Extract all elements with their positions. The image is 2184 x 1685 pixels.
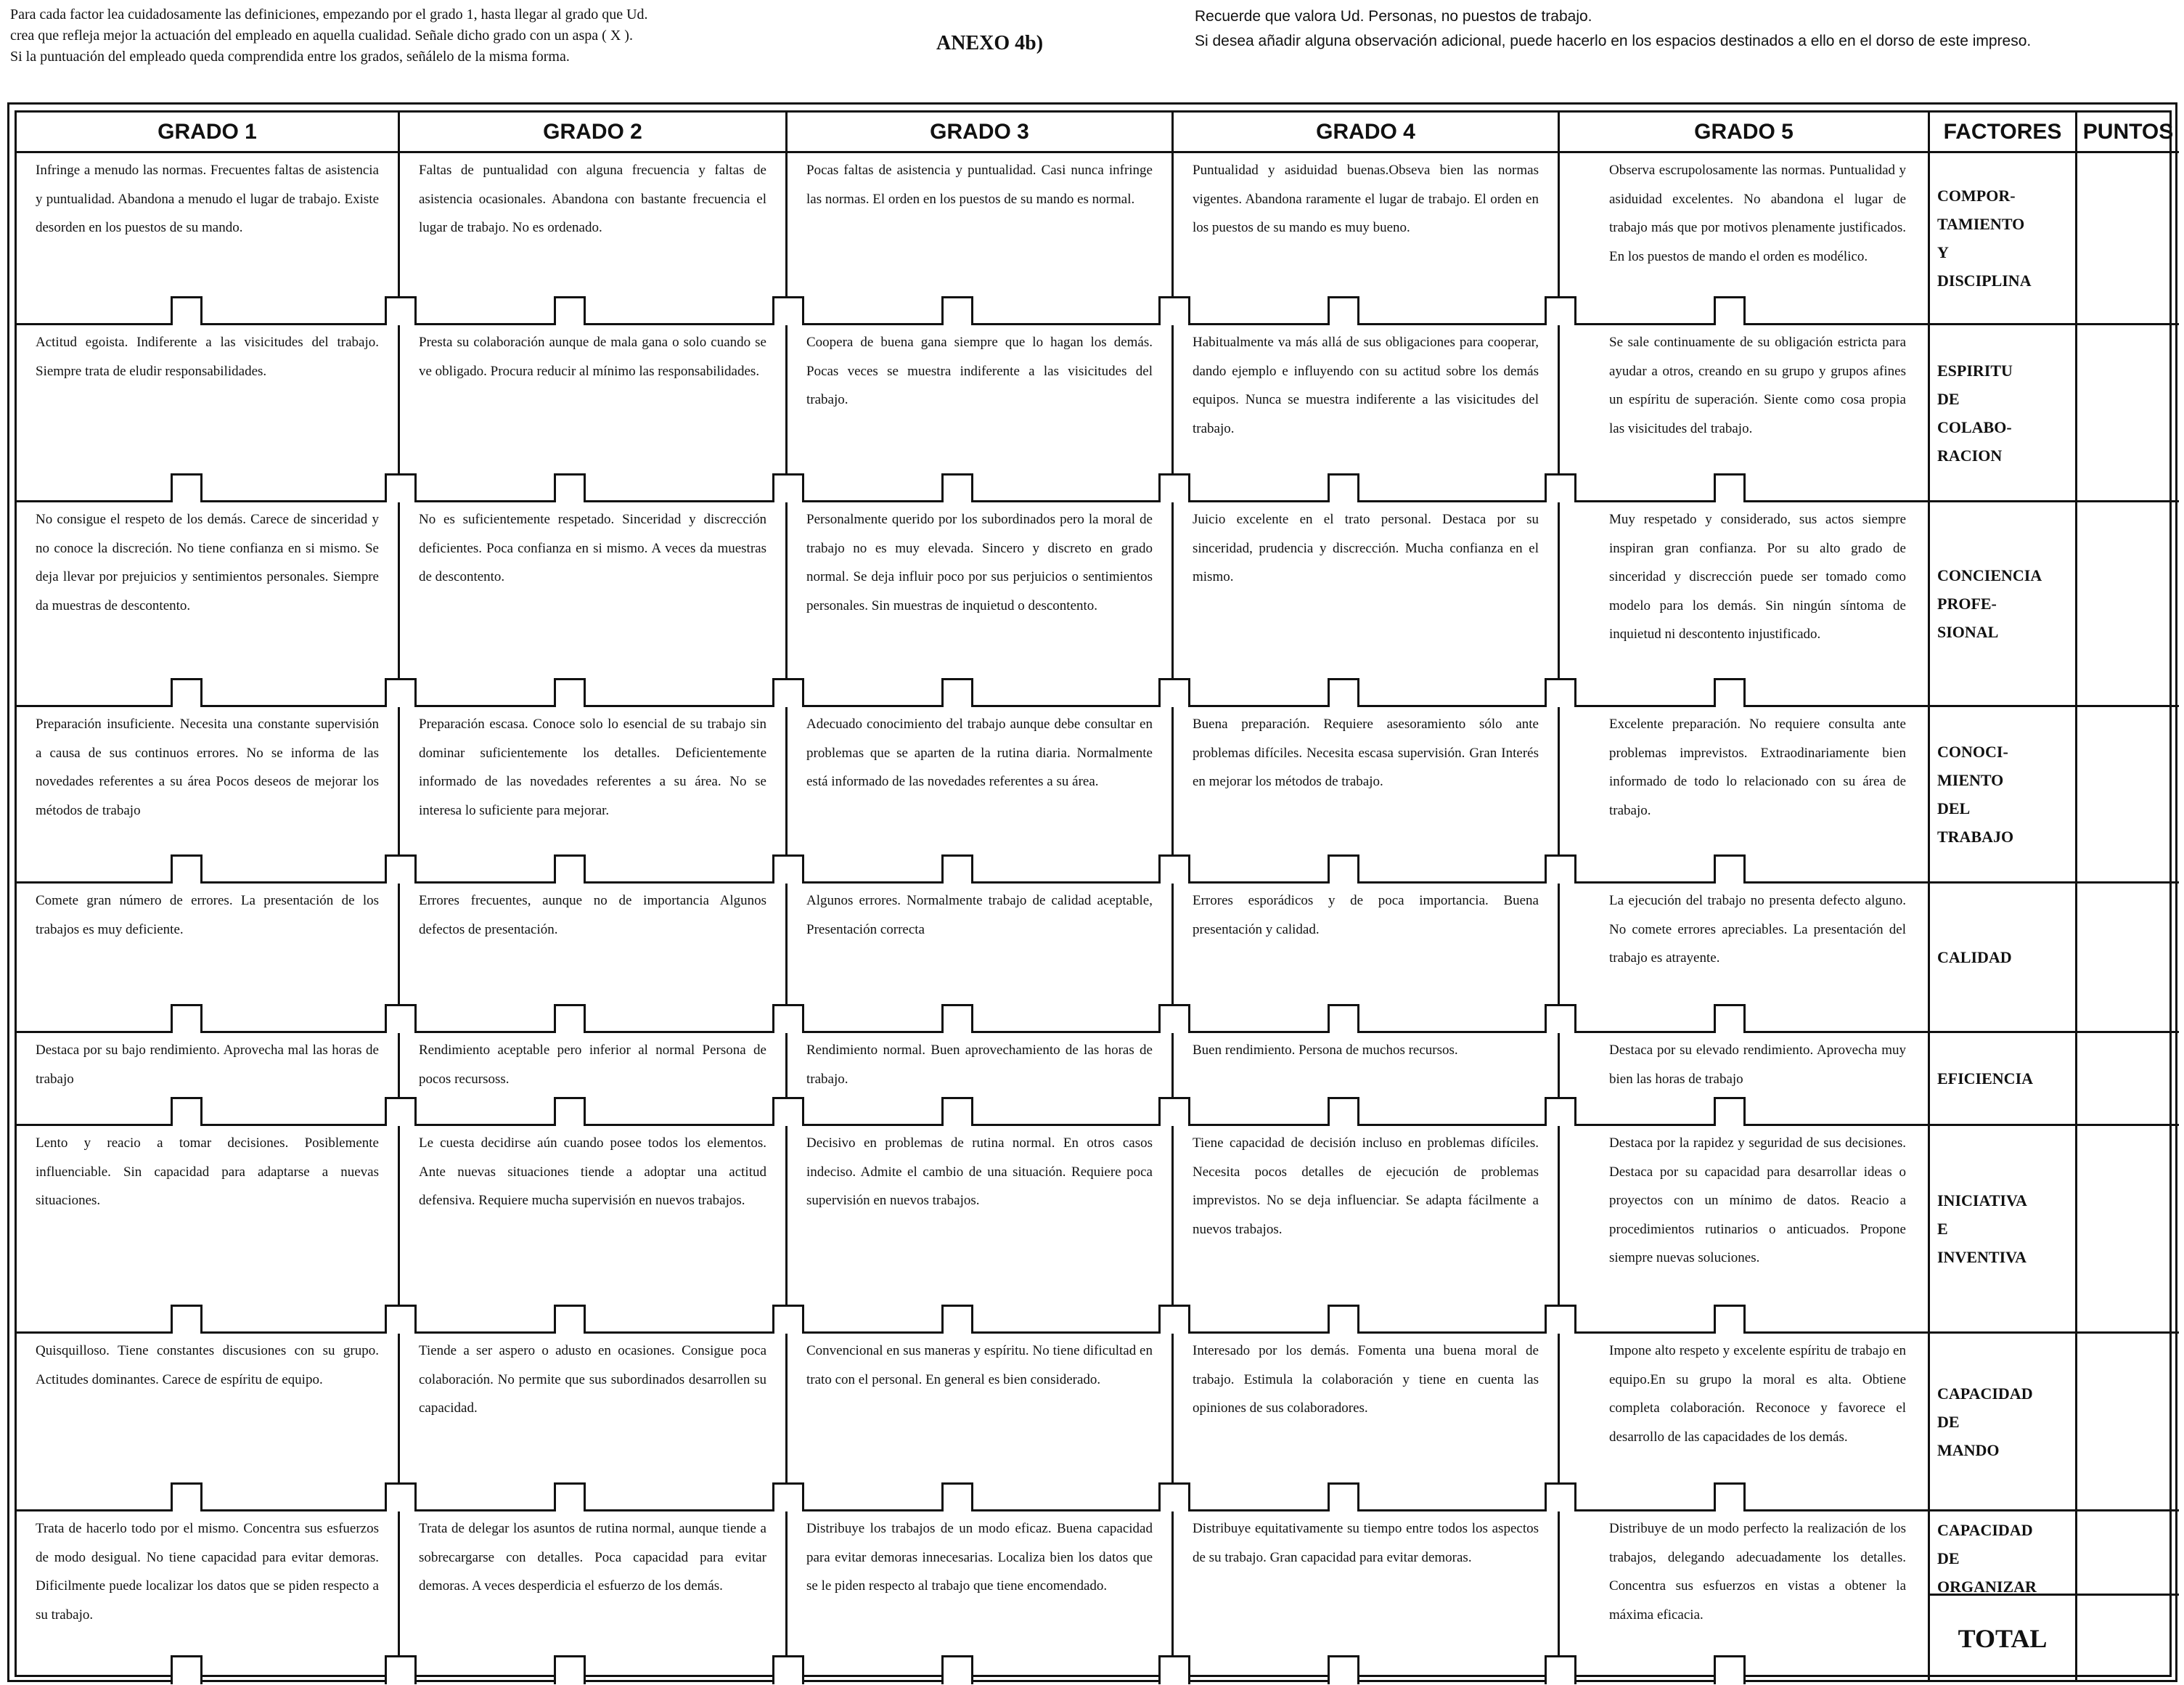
factor-label-line: RACION — [1937, 446, 2003, 465]
grade-checkbox[interactable] — [1328, 1482, 1359, 1511]
grade-cell — [788, 502, 1174, 707]
grade-cell — [1174, 1033, 1560, 1126]
factor-label-line: SIONAL — [1937, 623, 1999, 641]
grade-checkbox[interactable] — [941, 1305, 973, 1334]
grade-checkbox[interactable] — [941, 473, 973, 502]
grade-description: Lento y reacio a tomar decisiones. Posiblemente influenciable. Sin capacidad para adaptarse a nuevas situaciones. — [36, 1135, 379, 1208]
grade-description: Le cuesta decidirse aún cuando posee todos los elementos. Ante nuevas situaciones tiende a adoptar una actitud defensiva. Requiere mucha supervisión en nuevos trabajos. — [419, 1135, 766, 1208]
grade-description: Actitud egoista. Indiferente a las visicitudes del trabajo. Siempre trata de eludir responsabilidades. — [36, 335, 379, 379]
column-header: GRADO 3 — [788, 113, 1174, 153]
grade-checkbox[interactable] — [1714, 1004, 1746, 1033]
grade-checkbox[interactable] — [1714, 1482, 1746, 1511]
grade-description: Comete gran número de errores. La presentación de los trabajos es muy deficiente. — [36, 893, 379, 937]
grade-cell — [400, 1033, 788, 1126]
grade-cell — [17, 1126, 400, 1334]
grade-checkbox[interactable] — [554, 1655, 586, 1684]
between-grades-checkbox[interactable] — [1545, 1655, 1576, 1684]
points-input-cell[interactable] — [2077, 325, 2179, 502]
grade-cell — [1560, 884, 1930, 1033]
between-grades-checkbox[interactable] — [385, 1655, 417, 1684]
between-grades-checkbox[interactable] — [1545, 296, 1576, 325]
grade-checkbox[interactable] — [1328, 678, 1359, 707]
grade-cell — [400, 153, 788, 325]
between-grades-checkbox[interactable] — [1158, 854, 1190, 884]
factor-label — [1930, 502, 2077, 707]
between-grades-checkbox[interactable] — [1158, 1305, 1190, 1334]
grade-checkbox[interactable] — [941, 1482, 973, 1511]
points-input-cell[interactable] — [2077, 884, 2179, 1033]
points-input-cell[interactable] — [2077, 502, 2179, 707]
factor-label — [1930, 1334, 2077, 1511]
grade-description: No consigue el respeto de los demás. Carece de sinceridad y no conoce la discreción. No tiene confianza en si mismo. Se deja llevar por prejuicios y sentimientos personales. Siempre da muestras de descontento. — [36, 512, 379, 613]
grade-description: Presta su colaboración aunque de mala gana o solo cuando se ve obligado. Procura reducir al mínimo las responsabilidades. — [419, 335, 766, 379]
grade-checkbox[interactable] — [554, 1097, 586, 1126]
between-grades-checkbox[interactable] — [385, 1097, 417, 1126]
points-input-cell[interactable] — [2077, 707, 2179, 884]
column-header: FACTORES — [1930, 113, 2077, 153]
grade-checkbox[interactable] — [171, 1655, 203, 1684]
grade-checkbox[interactable] — [941, 296, 973, 325]
grade-description: Quisquilloso. Tiene constantes discusiones con su grupo. Actitudes dominantes. Carece de espíritu de equipo. — [36, 1343, 379, 1387]
grade-description: Se sale continuamente de su obligación estricta para ayudar a otros, creando en su grupo y grupos afines un espíritu de superación. Siente como cosa propia las visicitudes del trabajo. — [1609, 335, 1906, 436]
grade-checkbox[interactable] — [171, 1097, 203, 1126]
between-grades-checkbox[interactable] — [385, 678, 417, 707]
points-input-cell[interactable] — [2077, 1033, 2179, 1126]
grade-description: Faltas de puntualidad con alguna frecuencia y faltas de asistencia ocasionales. Abandona con bastante frecuencia el lugar de trabajo. No es ordenado. — [419, 163, 766, 235]
grade-description: Errores frecuentes, aunque no de importancia Algunos defectos de presentación. — [419, 893, 766, 937]
grade-cell — [1174, 1511, 1560, 1682]
grade-description: Puntualidad y asiduidad buenas.Obseva bien las normas vigentes. Abandona raramente el lugar de trabajo. El orden en los puestos de su mando es muy bueno. — [1193, 163, 1539, 235]
between-grades-checkbox[interactable] — [772, 1097, 804, 1126]
factor-label-line: CONOCI- — [1937, 743, 2008, 761]
grade-description: Buena preparación. Requiere asesoramiento sólo ante problemas difíciles. Necesita escasa supervisión. Gran Interés en mejorar los métodos de trabajo. — [1193, 717, 1539, 789]
between-grades-checkbox[interactable] — [385, 1305, 417, 1334]
grade-checkbox[interactable] — [554, 1004, 586, 1033]
between-grades-checkbox[interactable] — [772, 296, 804, 325]
grade-cell — [1560, 1126, 1930, 1334]
grade-checkbox[interactable] — [554, 1482, 586, 1511]
grade-description: Preparación insuficiente. Necesita una constante supervisión a causa de sus continuos errores. No se informa de las novedades referentes a su área Pocos deseos de mejorar los métodos de trabajo — [36, 717, 379, 818]
between-grades-checkbox[interactable] — [1158, 473, 1190, 502]
between-grades-checkbox[interactable] — [1545, 1305, 1576, 1334]
grade-checkbox[interactable] — [1714, 296, 1746, 325]
grade-checkbox[interactable] — [554, 1305, 586, 1334]
grade-cell — [1174, 502, 1560, 707]
grade-cell — [1174, 325, 1560, 502]
grade-description: Muy respetado y considerado, sus actos siempre inspiran gran confianza. Por su alto grado de sinceridad y discrección puede ser tomado como modelo para los demás. Sin ningún síntoma de inquietud ni descontento injustificado. — [1609, 512, 1906, 642]
factor-label-line: ESPIRITU — [1937, 361, 2013, 380]
factor-label — [1930, 1511, 2075, 1596]
grade-cell — [788, 1511, 1174, 1682]
factor-label-line: CAPACIDAD — [1937, 1521, 2033, 1539]
grade-description: Infringe a menudo las normas. Frecuentes faltas de asistencia y puntualidad. Abandona a menudo el lugar de trabajo. Existe desorden en los puestos de su mando. — [36, 163, 379, 235]
grade-cell — [400, 502, 788, 707]
grade-checkbox[interactable] — [941, 1097, 973, 1126]
grade-cell — [17, 1033, 400, 1126]
grade-checkbox[interactable] — [941, 1004, 973, 1033]
between-grades-checkbox[interactable] — [1158, 1655, 1190, 1684]
points-divider — [2077, 1511, 2179, 1596]
grade-description: Observa escrupolosamente las normas. Puntualidad y asiduidad excelentes. No abandona el lugar de trabajo más que por motivos plenamente justificados. En los puestos de mando el orden es modélico. — [1609, 163, 1906, 264]
between-grades-checkbox[interactable] — [385, 473, 417, 502]
factor-label-line: MIENTO — [1937, 771, 2004, 789]
grade-checkbox[interactable] — [554, 678, 586, 707]
factor-label-line: MANDO — [1937, 1440, 2000, 1459]
annex-title: ANEXO 4b) — [936, 32, 1044, 54]
grade-cell — [788, 884, 1174, 1033]
grade-description: Pocas faltas de asistencia y puntualidad. Casi nunca infringe las normas. El orden en los puestos de su mando es normal. — [806, 163, 1153, 207]
factor-label-line: DEL — [1937, 799, 1971, 817]
between-grades-checkbox[interactable] — [1545, 473, 1576, 502]
grade-checkbox[interactable] — [171, 473, 203, 502]
instruction-line: Recuerde que valora Ud. Personas, no puestos de trabajo. — [1195, 8, 1592, 25]
grade-checkbox[interactable] — [1714, 1655, 1746, 1684]
grade-description: No es suficientemente respetado. Sinceridad y discrección deficientes. Poca confianza en si mismo. A veces da muestras de descontento. — [419, 512, 766, 584]
grade-description: Destaca por la rapidez y seguridad de sus decisiones. Destaca por su capacidad para desarrollar ideas o proyectos con un mínimo de datos. Reacio a procedimientos rutinarios o anticuados. Propone siempre nuevas soluciones. — [1609, 1135, 1906, 1265]
grade-description: Destaca por su bajo rendimiento. Aprovecha mal las horas de trabajo — [36, 1043, 379, 1087]
between-grades-checkbox[interactable] — [385, 1482, 417, 1511]
column-header: GRADO 4 — [1174, 113, 1560, 153]
factor-label-line: TAMIENTO — [1937, 215, 2025, 233]
factor-label-line: ORGANIZAR — [1937, 1578, 2037, 1596]
grade-cell — [400, 707, 788, 884]
grade-description: Rendimiento aceptable pero inferior al normal Persona de pocos recursoss. — [419, 1043, 766, 1087]
grade-checkbox[interactable] — [1714, 1305, 1746, 1334]
grade-cell — [17, 884, 400, 1033]
grade-description: Rendimiento normal. Buen aprovechamiento de las horas de trabajo. — [806, 1043, 1153, 1087]
factor-label-line: COMPOR- — [1937, 187, 2016, 205]
grade-description: Decisivo en problemas de rutina normal. En otros casos indeciso. Admite el cambio de una situación. Requiere poca supervisión en nuevos trabajos. — [806, 1135, 1153, 1208]
grade-checkbox[interactable] — [171, 296, 203, 325]
factor-label-line: DE — [1937, 1549, 1960, 1567]
grade-checkbox[interactable] — [1328, 854, 1359, 884]
grade-checkbox[interactable] — [1714, 1097, 1746, 1126]
factor-label-line: TRABAJO — [1937, 828, 2014, 846]
grade-checkbox[interactable] — [1714, 473, 1746, 502]
grade-cell — [1560, 502, 1930, 707]
grade-checkbox[interactable] — [554, 473, 586, 502]
grade-checkbox[interactable] — [1328, 1004, 1359, 1033]
factor-label-line: Y — [1937, 243, 1949, 261]
between-grades-checkbox[interactable] — [772, 1482, 804, 1511]
grade-checkbox[interactable] — [941, 678, 973, 707]
grade-description: Excelente preparación. No requiere consulta ante problemas imprevistos. Extraodinariamente bien informado de todo lo relacionado con su área de trabajo. — [1609, 717, 1906, 818]
factor-label — [1930, 707, 2077, 884]
grade-cell — [1560, 1511, 1930, 1682]
between-grades-checkbox[interactable] — [1158, 678, 1190, 707]
grade-checkbox[interactable] — [1714, 854, 1746, 884]
grade-cell — [17, 1511, 400, 1682]
factor-label-line: E — [1937, 1220, 1948, 1238]
grade-checkbox[interactable] — [171, 1004, 203, 1033]
grade-checkbox[interactable] — [554, 854, 586, 884]
grade-cell — [788, 1334, 1174, 1511]
instruction-line: crea que refleja mejor la actuación del empleado en aquella cualidad. Señale dicho grado con un aspa ( X ). — [10, 28, 633, 44]
grade-cell — [1560, 325, 1930, 502]
between-grades-checkbox[interactable] — [1158, 296, 1190, 325]
between-grades-checkbox[interactable] — [772, 1004, 804, 1033]
factor-label-line: CAPACIDAD — [1937, 1384, 2033, 1403]
grade-description: Interesado por los demás. Fomenta una buena moral de trabajo. Estimula la colaboración y tiene en cuenta las opiniones de sus colaboradores. — [1193, 1343, 1539, 1416]
grade-checkbox[interactable] — [1328, 296, 1359, 325]
grade-description: Trata de delegar los asuntos de rutina normal, aunque tiende a sobrecargarse con detalles. Poca capacidad para evitar demoras. A veces desperdicia el esfuerzo de los demás. — [419, 1521, 766, 1594]
instruction-line: Si la puntuación del empleado queda comprendida entre los grados, señálelo de la misma forma. — [10, 49, 570, 65]
grade-cell — [17, 502, 400, 707]
grade-cell — [788, 153, 1174, 325]
between-grades-checkbox[interactable] — [772, 678, 804, 707]
grade-description: Distribuye equitativamente su tiempo entre todos los aspectos de su trabajo. Gran capacidad para evitar demoras. — [1193, 1521, 1539, 1565]
grade-cell — [1560, 1334, 1930, 1511]
grade-cell — [1560, 153, 1930, 325]
grade-description: Distribuye los trabajos de un modo eficaz. Buena capacidad para evitar demoras innecesarias. Localiza bien los datos que se le piden respecto al trabajo que tiene encomendado. — [806, 1521, 1153, 1594]
grade-cell — [1560, 1033, 1930, 1126]
factor-label-line: CALIDAD — [1937, 948, 2012, 966]
grade-cell — [400, 884, 788, 1033]
instruction-line: Si desea añadir alguna observación adicional, puede hacerlo en los espacios destinados a ello en el dorso de este impreso. — [1195, 33, 2032, 49]
grade-checkbox[interactable] — [1328, 1655, 1359, 1684]
grade-checkbox[interactable] — [171, 854, 203, 884]
factor-label-line: DE — [1937, 389, 1960, 408]
factor-label-line: COLABO- — [1937, 417, 2012, 436]
between-grades-checkbox[interactable] — [772, 1305, 804, 1334]
factor-label-line: DE — [1937, 1412, 1960, 1431]
grade-description: Distribuye de un modo perfecto la realización de los trabajos, delegando adecuadamente los detalles. Concentra sus esfuerzos en vistas a obtener la máxima eficacia. — [1609, 1521, 1906, 1623]
grade-cell — [400, 1126, 788, 1334]
between-grades-checkbox[interactable] — [772, 854, 804, 884]
grade-description: Convencional en sus maneras y espíritu. No tiene dificultad en trato con el personal. En general es bien considerado. — [806, 1343, 1153, 1387]
grade-cell — [1174, 1334, 1560, 1511]
column-header: PUNTOS — [2077, 113, 2179, 153]
between-grades-checkbox[interactable] — [385, 1004, 417, 1033]
between-grades-checkbox[interactable] — [1545, 854, 1576, 884]
column-header: GRADO 1 — [17, 113, 400, 153]
factor-label — [1930, 884, 2077, 1033]
grade-cell — [17, 707, 400, 884]
grade-cell — [788, 1033, 1174, 1126]
grade-cell — [788, 707, 1174, 884]
factor-label — [1930, 153, 2077, 325]
evaluation-table — [15, 110, 2172, 1677]
grade-description: Preparación escasa. Conoce solo lo esencial de su trabajo sin dominar suficientemente los detalles. Deficientemente informado de las novedades referentes a su área. No se interesa lo suficiente para mejorar. — [419, 717, 766, 818]
between-grades-checkbox[interactable] — [1545, 1097, 1576, 1126]
grade-description: Errores esporádicos y de poca importancia. Buena presentación y calidad. — [1193, 893, 1539, 937]
grade-cell — [1174, 707, 1560, 884]
grade-cell — [788, 1126, 1174, 1334]
factor-total-cell — [1930, 1511, 2077, 1682]
grade-cell — [400, 1334, 788, 1511]
points-input-cell[interactable] — [2077, 1334, 2179, 1511]
factor-label-line: DISCIPLINA — [1937, 272, 2032, 290]
between-grades-checkbox[interactable] — [772, 1655, 804, 1684]
between-grades-checkbox[interactable] — [1158, 1482, 1190, 1511]
grade-checkbox[interactable] — [1714, 678, 1746, 707]
factor-label-line: EFICIENCIA — [1937, 1069, 2034, 1088]
between-grades-checkbox[interactable] — [1545, 1482, 1576, 1511]
grade-cell — [17, 153, 400, 325]
between-grades-checkbox[interactable] — [772, 473, 804, 502]
grade-cell — [1174, 884, 1560, 1033]
grade-cell — [1174, 1126, 1560, 1334]
grade-description: Destaca por su elevado rendimiento. Aprovecha muy bien las horas de trabajo — [1609, 1043, 1906, 1087]
grade-cell — [1560, 707, 1930, 884]
factor-label — [1930, 325, 2077, 502]
points-input-cell[interactable] — [2077, 1126, 2179, 1334]
column-header: GRADO 2 — [400, 113, 788, 153]
grade-checkbox[interactable] — [171, 1482, 203, 1511]
grade-cell — [400, 325, 788, 502]
factor-label-line: INICIATIVA — [1937, 1191, 2027, 1209]
grade-checkbox[interactable] — [941, 854, 973, 884]
factor-label-line: PROFE- — [1937, 595, 1997, 613]
grade-description: Impone alto respeto y excelente espíritu de trabajo en equipo.En su grupo la moral es alta. Obtiene completa colaboración. Reconoce y favorece el desarrollo de las capacidades de los demás. — [1609, 1343, 1906, 1445]
grade-checkbox[interactable] — [1328, 473, 1359, 502]
grade-description: Adecuado conocimiento del trabajo aunque debe consultar en problemas que se aparten de la rutina diaria. Normalmente está informado de las novedades referentes a su área. — [806, 717, 1153, 789]
grade-description: Tiene capacidad de decisión incluso en problemas difíciles. Necesita pocos detalles de ejecución de problemas imprevistos. No se deja influenciar. Se adapta fácilmente a nuevos trabajos. — [1193, 1135, 1539, 1237]
grade-checkbox[interactable] — [941, 1655, 973, 1684]
instructions-right — [1195, 4, 2167, 54]
column-header: GRADO 5 — [1560, 113, 1930, 153]
grade-cell — [400, 1511, 788, 1682]
between-grades-checkbox[interactable] — [1545, 1004, 1576, 1033]
grade-cell — [788, 325, 1174, 502]
grade-checkbox[interactable] — [554, 296, 586, 325]
grade-description: La ejecución del trabajo no presenta defecto alguno. No comete errores apreciables. La presentación del trabajo es atrayente. — [1609, 893, 1906, 966]
factor-label-line: INVENTIVA — [1937, 1248, 2027, 1266]
instructions-left — [10, 4, 772, 68]
grade-description: Buen rendimiento. Persona de muchos recursos. — [1193, 1043, 1458, 1058]
factor-label — [1930, 1033, 2077, 1126]
points-input-cell[interactable] — [2077, 1511, 2179, 1682]
total-label: TOTAL — [1958, 1624, 2048, 1653]
grade-checkbox[interactable] — [171, 678, 203, 707]
points-input-cell[interactable] — [2077, 153, 2179, 325]
instruction-line: Para cada factor lea cuidadosamente las definiciones, empezando por el grado 1, hasta llegar al grado que Ud. — [10, 7, 648, 23]
grade-description: Juicio excelente en el trato personal. Destaca por su sinceridad, prudencia y discrección. Mucha confianza en el mismo. — [1193, 512, 1539, 584]
grade-description: Algunos errores. Normalmente trabajo de calidad aceptable, Presentación correcta — [806, 893, 1153, 937]
between-grades-checkbox[interactable] — [1158, 1097, 1190, 1126]
grade-checkbox[interactable] — [1328, 1305, 1359, 1334]
between-grades-checkbox[interactable] — [1158, 1004, 1190, 1033]
grade-checkbox[interactable] — [171, 1305, 203, 1334]
factor-label — [1930, 1126, 2077, 1334]
grade-cell — [1174, 153, 1560, 325]
grade-cell — [17, 325, 400, 502]
grade-description: Personalmente querido por los subordinados pero la moral de trabajo no es muy elevada. Sincero y discreto en grado normal. Se deja influir poco por sus perjuicios o sentimientos personales. Sin muestras de inquietud o descontento. — [806, 512, 1153, 613]
grade-description: Tiende a ser aspero o adusto en ocasiones. Consigue poca colaboración. No permite que sus subordinados desarrollen su capacidad. — [419, 1343, 766, 1416]
between-grades-checkbox[interactable] — [385, 296, 417, 325]
between-grades-checkbox[interactable] — [1545, 678, 1576, 707]
between-grades-checkbox[interactable] — [385, 854, 417, 884]
grade-description: Trata de hacerlo todo por el mismo. Concentra sus esfuerzos de modo desigual. No tiene capacidad para evitar demoras. Dificilmente puede localizar los datos que se piden respecto a su trabajo. — [36, 1521, 379, 1623]
grade-description: Coopera de buena gana siempre que lo hagan los demás. Pocas veces se muestra indiferente a las visicitudes del trabajo. — [806, 335, 1153, 407]
grade-checkbox[interactable] — [1328, 1097, 1359, 1126]
factor-label-line: CONCIENCIA — [1937, 566, 2042, 584]
grade-cell — [17, 1334, 400, 1511]
grade-description: Habitualmente va más allá de sus obligaciones para cooperar, dando ejemplo e influyendo con su actitud sobre los demás equipos. Nunca se muestra indiferente a las visicitudes del trabajo. — [1193, 335, 1539, 436]
